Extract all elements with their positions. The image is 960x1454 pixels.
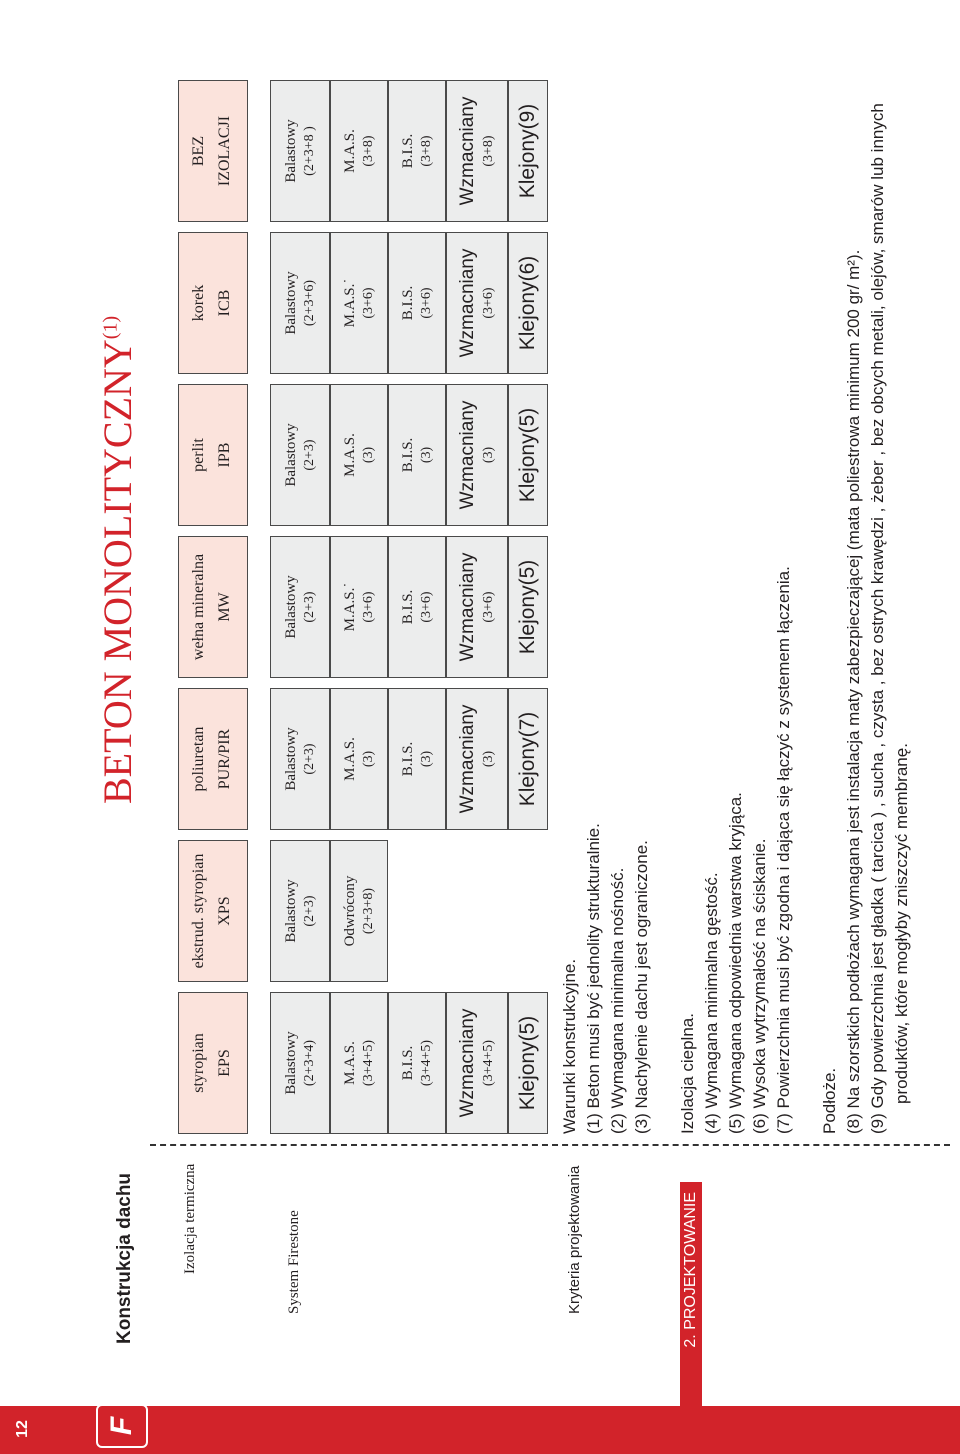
- system-name: Wzmacniany: [457, 96, 479, 206]
- system-requirements: (2+3): [301, 743, 317, 775]
- note-1: (1) Beton musi być jednolity strukturalnie.: [584, 823, 603, 1134]
- system-requirements: (3+4+5): [481, 1039, 497, 1087]
- system-cell-balast: [270, 992, 330, 1134]
- insulation-code: MW: [216, 592, 233, 622]
- system-cell-balast: [270, 536, 330, 678]
- system-requirements: (2+3): [301, 439, 317, 471]
- note-5: (5) Wymagana odpowiednia warstwa kryjąca.: [726, 792, 745, 1134]
- system-requirements: (3+6): [481, 591, 497, 623]
- system-requirements: (3): [418, 750, 434, 768]
- system-cell-klejony: Klejony(9): [508, 80, 548, 222]
- note-9-continued: produktów, które mogłyby zniszczyć membranę.: [892, 743, 911, 1104]
- system-requirements: (3+6): [418, 287, 434, 319]
- insulation-name: korek: [190, 284, 207, 322]
- note-7: (7) Powierzchnia musi być zgodna i dająca się łączyć z systemem łączenia.: [774, 566, 793, 1134]
- system-name: B.I.S.: [399, 741, 416, 777]
- system-requirements: (2+3+8): [360, 887, 376, 935]
- system-name: B.I.S.: [399, 437, 416, 473]
- system-cell-balast: [270, 384, 330, 526]
- system-requirements: (2+3): [301, 895, 317, 927]
- system-name: M.A.S.: [341, 1041, 358, 1085]
- system-name: Wzmacniany: [457, 704, 479, 814]
- system-requirements: (2+3+4): [301, 1039, 317, 1087]
- system-name: M.A.S.˙: [341, 582, 358, 632]
- system-name: M.A.S.: [341, 129, 358, 173]
- notes-block: [558, 103, 914, 1134]
- system-requirements: (3): [360, 446, 376, 464]
- system-name: M.A.S.: [341, 737, 358, 781]
- system-cell-klejony: Klejony(5): [508, 384, 548, 526]
- system-name: Balastowy: [282, 879, 299, 943]
- notes-group1-title: Warunki konstrukcyjne.: [560, 958, 579, 1134]
- system-cell-balast: [270, 232, 330, 374]
- system-cell-mas: [330, 840, 388, 982]
- system-name: Odwrócony: [341, 875, 358, 947]
- system-cell-balast: [270, 80, 330, 222]
- firestone-logo: [96, 1404, 148, 1448]
- note-3: (3) Nachylenie dachu jest ograniczone.: [632, 840, 651, 1134]
- insulation-code: ICB: [216, 289, 233, 317]
- system-requirements: (2+3+8 ): [301, 126, 317, 176]
- system-requirements: (3+8): [418, 135, 434, 167]
- insulation-name: wełna mineralna: [190, 553, 207, 661]
- system-name: Wzmacniany: [457, 1008, 479, 1118]
- system-name: Balastowy: [282, 119, 299, 183]
- system-cell-mas: [330, 688, 388, 830]
- system-requirements: (3+8): [481, 135, 497, 167]
- system-cell-wzm: [446, 536, 508, 678]
- page-title: [95, 315, 140, 804]
- system-name: Wzmacniany: [457, 552, 479, 662]
- insulation-header-cell: [178, 992, 248, 1134]
- system-cell-wzm: [446, 384, 508, 526]
- system-cell-wzm: [446, 992, 508, 1134]
- design-criteria-label: Kryteria projektowania: [566, 1165, 583, 1314]
- notes-group3-title: Podłoże.: [820, 1067, 839, 1134]
- insulation-header-cell: [178, 536, 248, 678]
- system-cell-bis: [388, 688, 446, 830]
- dashed-divider: [150, 1144, 950, 1146]
- system-name: Wzmacniany: [457, 400, 479, 510]
- insulation-header-cell: [178, 688, 248, 830]
- insulation-code: IPB: [216, 442, 233, 468]
- notes-spacer: [654, 103, 676, 1134]
- note-6: (6) Wysoka wytrzymałość na ściskanie.: [750, 838, 769, 1134]
- system-name: Balastowy: [282, 727, 299, 791]
- notes-spacer: [796, 103, 818, 1134]
- system-cell-bis: [388, 992, 446, 1134]
- firestone-system-label: System Firestone: [286, 1210, 302, 1314]
- insulation-name: ekstrud. styropian: [190, 853, 207, 969]
- system-requirements: (3): [481, 446, 497, 464]
- system-cell-bis: [388, 536, 446, 678]
- roof-construction-label: Konstrukcja dachu: [114, 1172, 135, 1344]
- insulation-name: perlit: [190, 438, 207, 472]
- title-text: BETON MONOLITYCZNY: [95, 339, 140, 804]
- title-superscript: (1): [99, 315, 122, 340]
- insulation-code: IZOLACJI: [216, 115, 233, 187]
- system-requirements: (3): [360, 750, 376, 768]
- system-cell-balast: [270, 840, 330, 982]
- system-name: Balastowy: [282, 423, 299, 487]
- system-name: Balastowy: [282, 1031, 299, 1095]
- system-cell-wzm: [446, 80, 508, 222]
- note-2: (2) Wymagana minimalna nośność.: [608, 867, 627, 1134]
- section-label: 2. PROJEKTOWANIE: [680, 1182, 702, 1442]
- system-requirements: (2+3+6): [301, 279, 317, 327]
- insulation-header-cell: [178, 80, 248, 222]
- system-cell-bis: [388, 384, 446, 526]
- thermal-insulation-label: Izolacja termiczna: [182, 1163, 198, 1274]
- insulation-header-cell: [178, 840, 248, 982]
- notes-group2-title: Izolacja cieplna.: [678, 1013, 697, 1134]
- system-requirements: (3): [418, 446, 434, 464]
- system-name: Wzmacniany: [457, 248, 479, 358]
- system-requirements: (3+4+5): [360, 1039, 376, 1087]
- system-cell-mas: [330, 992, 388, 1134]
- insulation-header-cell: [178, 232, 248, 374]
- system-name: B.I.S.: [399, 133, 416, 169]
- system-cell-klejony: Klejony(5): [508, 992, 548, 1134]
- system-cell-wzm: [446, 232, 508, 374]
- system-cell-bis: [388, 80, 446, 222]
- page-number: 12: [14, 1420, 31, 1438]
- system-cell-klejony: Klejony(7): [508, 688, 548, 830]
- system-cell-mas: [330, 232, 388, 374]
- system-cell-klejony: Klejony(6): [508, 232, 548, 374]
- insulation-name: poliuretan: [190, 726, 207, 792]
- system-cell-bis: [388, 232, 446, 374]
- insulation-name: BEZ: [190, 135, 207, 167]
- note-9: (9) Gdy powierzchnia jest gładka ( tarcica ) , sucha , czysta , bez ostrych krawędzi , żeber , bez obcych metali, olejów, smarów lub innych: [868, 103, 887, 1134]
- insulation-code: PUR/PIR: [216, 728, 233, 790]
- system-name: M.A.S.˙: [341, 278, 358, 328]
- system-requirements: (3+6): [360, 287, 376, 319]
- system-requirements: (3): [481, 750, 497, 768]
- system-requirements: (3+6): [418, 591, 434, 623]
- system-cell-mas: [330, 536, 388, 678]
- system-name: B.I.S.: [399, 1045, 416, 1081]
- system-name: Balastowy: [282, 575, 299, 639]
- note-8: (8) Na szorstkich podłożach wymagana jest instalacja maty zabezpieczającej (mata poliestrowa minimum 200 gr/ m²).: [844, 249, 863, 1134]
- insulation-header-cell: [178, 384, 248, 526]
- system-requirements: (3+6): [360, 591, 376, 623]
- system-cell-wzm: [446, 688, 508, 830]
- system-cell-mas: [330, 80, 388, 222]
- insulation-name: styropian: [190, 1033, 207, 1093]
- system-cell-mas: [330, 384, 388, 526]
- system-requirements: (3+8): [360, 135, 376, 167]
- system-requirements: (3+4+5): [418, 1039, 434, 1087]
- system-requirements: (2+3): [301, 591, 317, 623]
- system-name: M.A.S.: [341, 433, 358, 477]
- system-name: B.I.S.: [399, 285, 416, 321]
- system-cell-balast: [270, 688, 330, 830]
- logo-letter: F: [105, 1416, 138, 1436]
- insulation-code: EPS: [216, 1049, 233, 1077]
- note-4: (4) Wymagana minimalna gęstość.: [702, 872, 721, 1134]
- system-requirements: (3+6): [481, 287, 497, 319]
- system-cell-klejony: Klejony(5): [508, 536, 548, 678]
- system-name: Balastowy: [282, 271, 299, 335]
- system-name: B.I.S.: [399, 589, 416, 625]
- insulation-code: XPS: [216, 896, 233, 926]
